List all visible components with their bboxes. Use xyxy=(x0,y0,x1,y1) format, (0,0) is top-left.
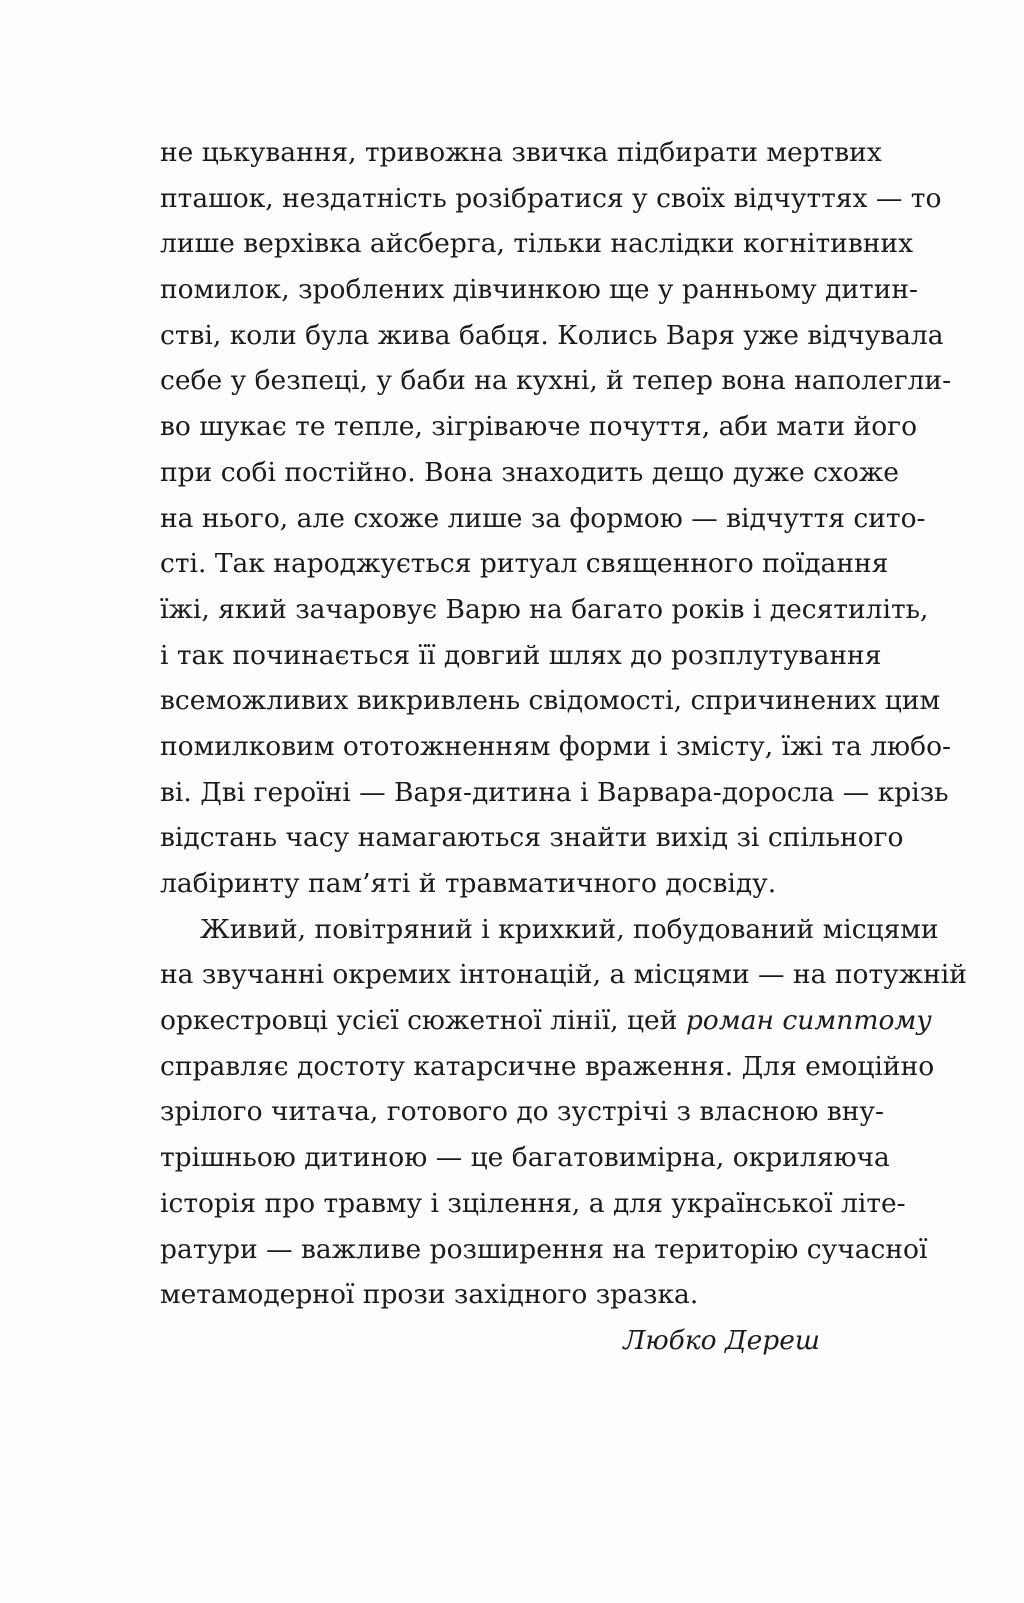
text-block xyxy=(160,130,967,1364)
text-line: при собі постійно. Вона знаходить дещо дуже схоже xyxy=(160,456,899,488)
text-line: на звучанні окремих інтонацій, а місцями — на потужній xyxy=(160,959,967,991)
text-fragment: оркестровці усієї сюжетної лінії, цей xyxy=(160,1005,686,1037)
text-line: всеможливих викривлень свідомості, спричинених цим xyxy=(160,685,941,717)
text-line: во шукає те тепле, зігріваюче почуття, аби мати його xyxy=(160,411,918,443)
text-line: ратури — важливе розширення на територію сучасної xyxy=(160,1233,928,1265)
text-line: лише верхівка айсберга, тільки наслідки когнітивних xyxy=(160,228,914,260)
text-line: помилок, зроблених дівчинкою ще у ранньому дитин- xyxy=(160,274,918,306)
text-line: історія про травму і зцілення, а для української літе- xyxy=(160,1187,906,1219)
paragraph-1 xyxy=(160,130,952,907)
text-line-with-emphasis xyxy=(160,998,932,1044)
text-line: ві. Дві героїні — Варя-дитина і Варвара-доросла — крізь xyxy=(160,776,949,808)
text-line: трішньою дитиною — це багатовимірна, окриляюча xyxy=(160,1142,890,1174)
text-line: пташок, нездатність розібратися у своїх відчуттях — то xyxy=(160,182,942,214)
text-line: помилковим ототожненням форми і змісту, їжі та любо- xyxy=(160,730,951,762)
author-signature: Любко Дереш xyxy=(623,1324,820,1356)
text-line: Живий, повітряний і крихкий, побудований місцями xyxy=(200,913,939,945)
text-line: метамодерної прози західного зразка. xyxy=(160,1279,699,1311)
text-line: сті. Так народжується ритуал священного поїдання xyxy=(160,548,889,580)
text-line: себе у безпеці, у баби на кухні, й тепер вона наполегли- xyxy=(160,365,952,397)
text-line: їжі, який зачаровує Варю на багато років і десятиліть, xyxy=(160,593,929,625)
emphasized-phrase: роман симптому xyxy=(685,1005,932,1037)
text-line: лабіринту пам’яті й травматичного досвіду. xyxy=(160,868,777,899)
text-line: зрілого читача, готового до зустрічі з власною вну- xyxy=(160,1096,884,1128)
text-line: стві, коли була жива бабця. Колись Варя уже відчувала xyxy=(160,319,944,351)
text-line: справляє достоту катарсичне враження. Для емоційно xyxy=(160,1050,935,1082)
text-line: і так починається її довгий шлях до розплутування xyxy=(160,639,882,671)
text-line: відстань часу намагаються знайти вихід зі спільного xyxy=(160,822,904,854)
text-line: не цькування, тривожна звичка підбирати мертвих xyxy=(160,137,882,168)
paragraph-2 xyxy=(160,907,967,1318)
text-line: на нього, але схоже лише за формою — відчуття сито- xyxy=(160,502,926,534)
